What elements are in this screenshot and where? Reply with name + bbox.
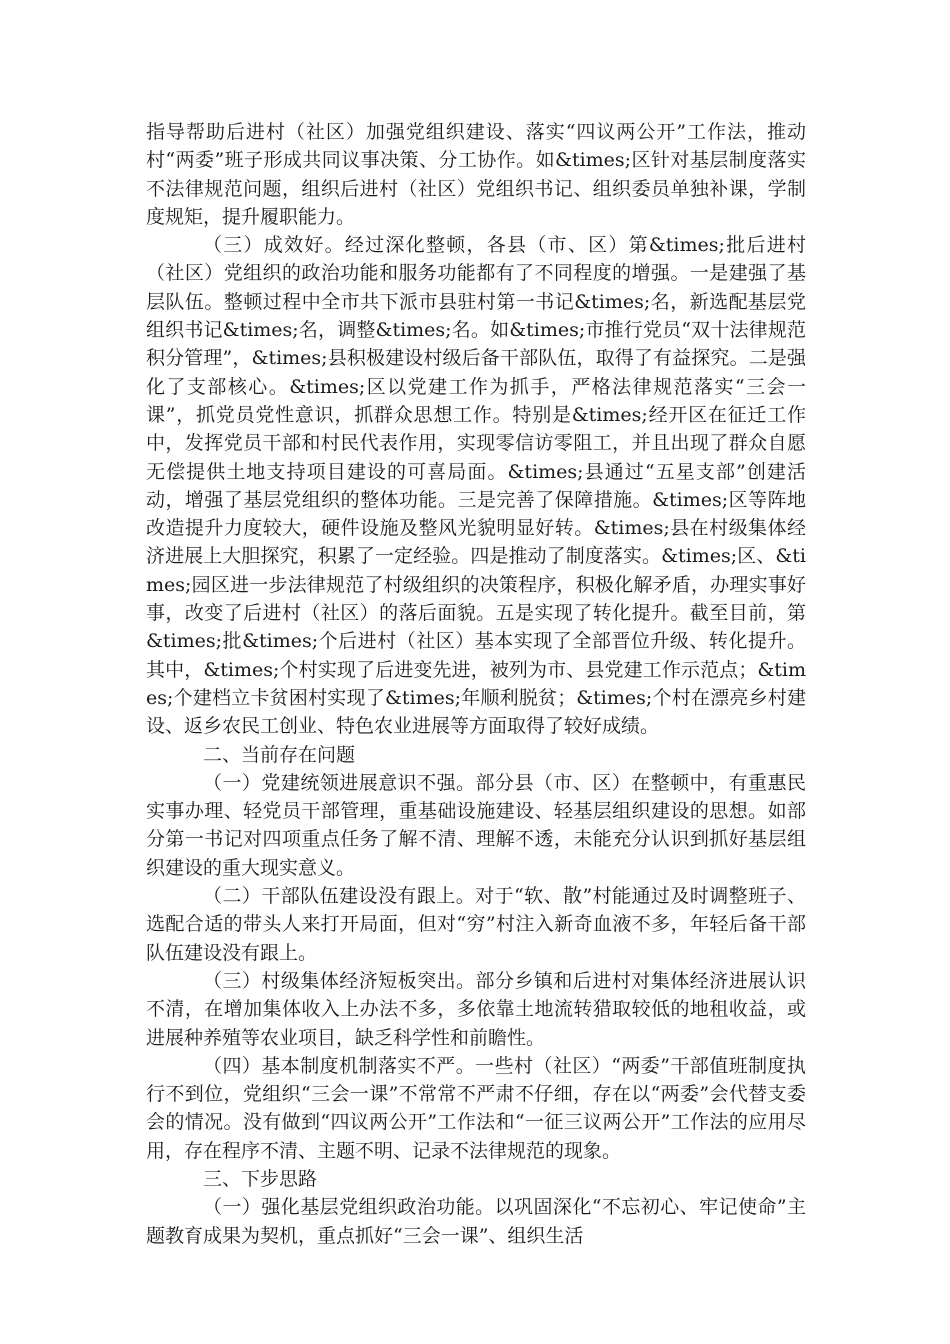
section-heading-next-steps: 三、下步思路 — [203, 1167, 318, 1190]
paragraph-problem-2: （二）干部队伍建设没有跟上。对于“软、散”村能通过及时调整班子、选配合适的带头人来打开局面，但对“穷”村注入新奇血液不多，年轻后备干部队伍建设没有跟上。 — [146, 885, 806, 964]
paragraph-problem-4: （四）基本制度机制落实不严。一些村（社区）“两委”干部值班制度执行不到位，党组织“三会一课”不常常不严肃不仔细，存在以“两委”会代替支委会的情况。没有做到“四议两公开”工作法和“一征三议两公开”工作法的应用尽用，存在程序不清、主题不明、记录不法律规范的现象。 — [146, 1054, 806, 1162]
section-heading-current-problems: 二、当前存在问题 — [203, 743, 356, 766]
document-body — [146, 118, 806, 1250]
paragraph-problem-3: （三）村级集体经济短板突出。部分乡镇和后进村对集体经济进展认识不清，在增加集体收入上办法不多，多依靠土地流转猎取较低的地租收益，或进展种养殖等农业项目，缺乏科学性和前瞻性。 — [146, 969, 806, 1049]
paragraph-effectiveness: （三）成效好。经过深化整顿，各县（市、区）第&times;批后进村（社区）党组织的政治功能和服务功能都有了不同程度的增强。一是建强了基层队伍。整顿过程中全市共下派市县驻村第一书记&times;名，新选配基层党组织书记&times;名，调整&times;名。如&times;市推行党员“双十法律规范积分管理”，&times;县积极建设村级后备干部队伍，取得了有益探究。二是强化了支部核心。&times;区以党建工作为抓手，严格法律规范落实“三会一课”，抓党员党性意识，抓群众思想工作。特别是&times;经开区在征迁工作中，发挥党员干部和村民代表作用，实现零信访零阻工，并且出现了群众自愿无偿提供土地支持项目建设的可喜局面。&times;县通过“五星支部”创建活动，增强了基层党组织的整体功能。三是完善了保障措施。&times;区等阵地改造提升力度较大，硬件设施及整风光貌明显好转。&times;县在村级集体经济进展上大胆探究，积累了一定经验。四是推动了制度落实。&times;区、&times;园区进一步法律规范了村级组织的决策程序，积极化解矛盾，办理实事好事，改变了后进村（社区）的落后面貌。五是实现了转化提升。截至目前，第&times;批&times;个后进村（社区）基本实现了全部晋位升级、转化提升。其中，&times;个村实现了后进变先进，被列为市、县党建工作示范点；&times;个建档立卡贫困村实现了&times;年顺利脱贫；&times;个村在漂亮乡村建设、返乡农民工创业、特色农业进展等方面取得了较好成绩。 — [146, 234, 806, 738]
paragraph-problem-1: （一）党建统领进展意识不强。部分县（市、区）在整顿中，有重惠民实事办理、轻党员干部管理，重基础设施建设、轻基层组织建设的思想。如部分第一书记对四项重点任务了解不清、理解不透，未能充分认识到抓好基层组织建设的重大现实意义。 — [146, 771, 806, 879]
paragraph-intro-continuation: 指导帮助后进村（社区）加强党组织建设、落实“四议两公开”工作法，推动村“两委”班子形成共同议事决策、分工协作。如&times;区针对基层制度落实不法律规范问题，组织后进村（社区）党组织书记、组织委员单独补课，学制度规矩，提升履职能力。 — [146, 121, 806, 228]
paragraph-next-step-1: （一）强化基层党组织政治功能。以巩固深化“不忘初心、牢记使命”主题教育成果为契机，重点抓好“三会一课”、组织生活 — [146, 1196, 806, 1247]
